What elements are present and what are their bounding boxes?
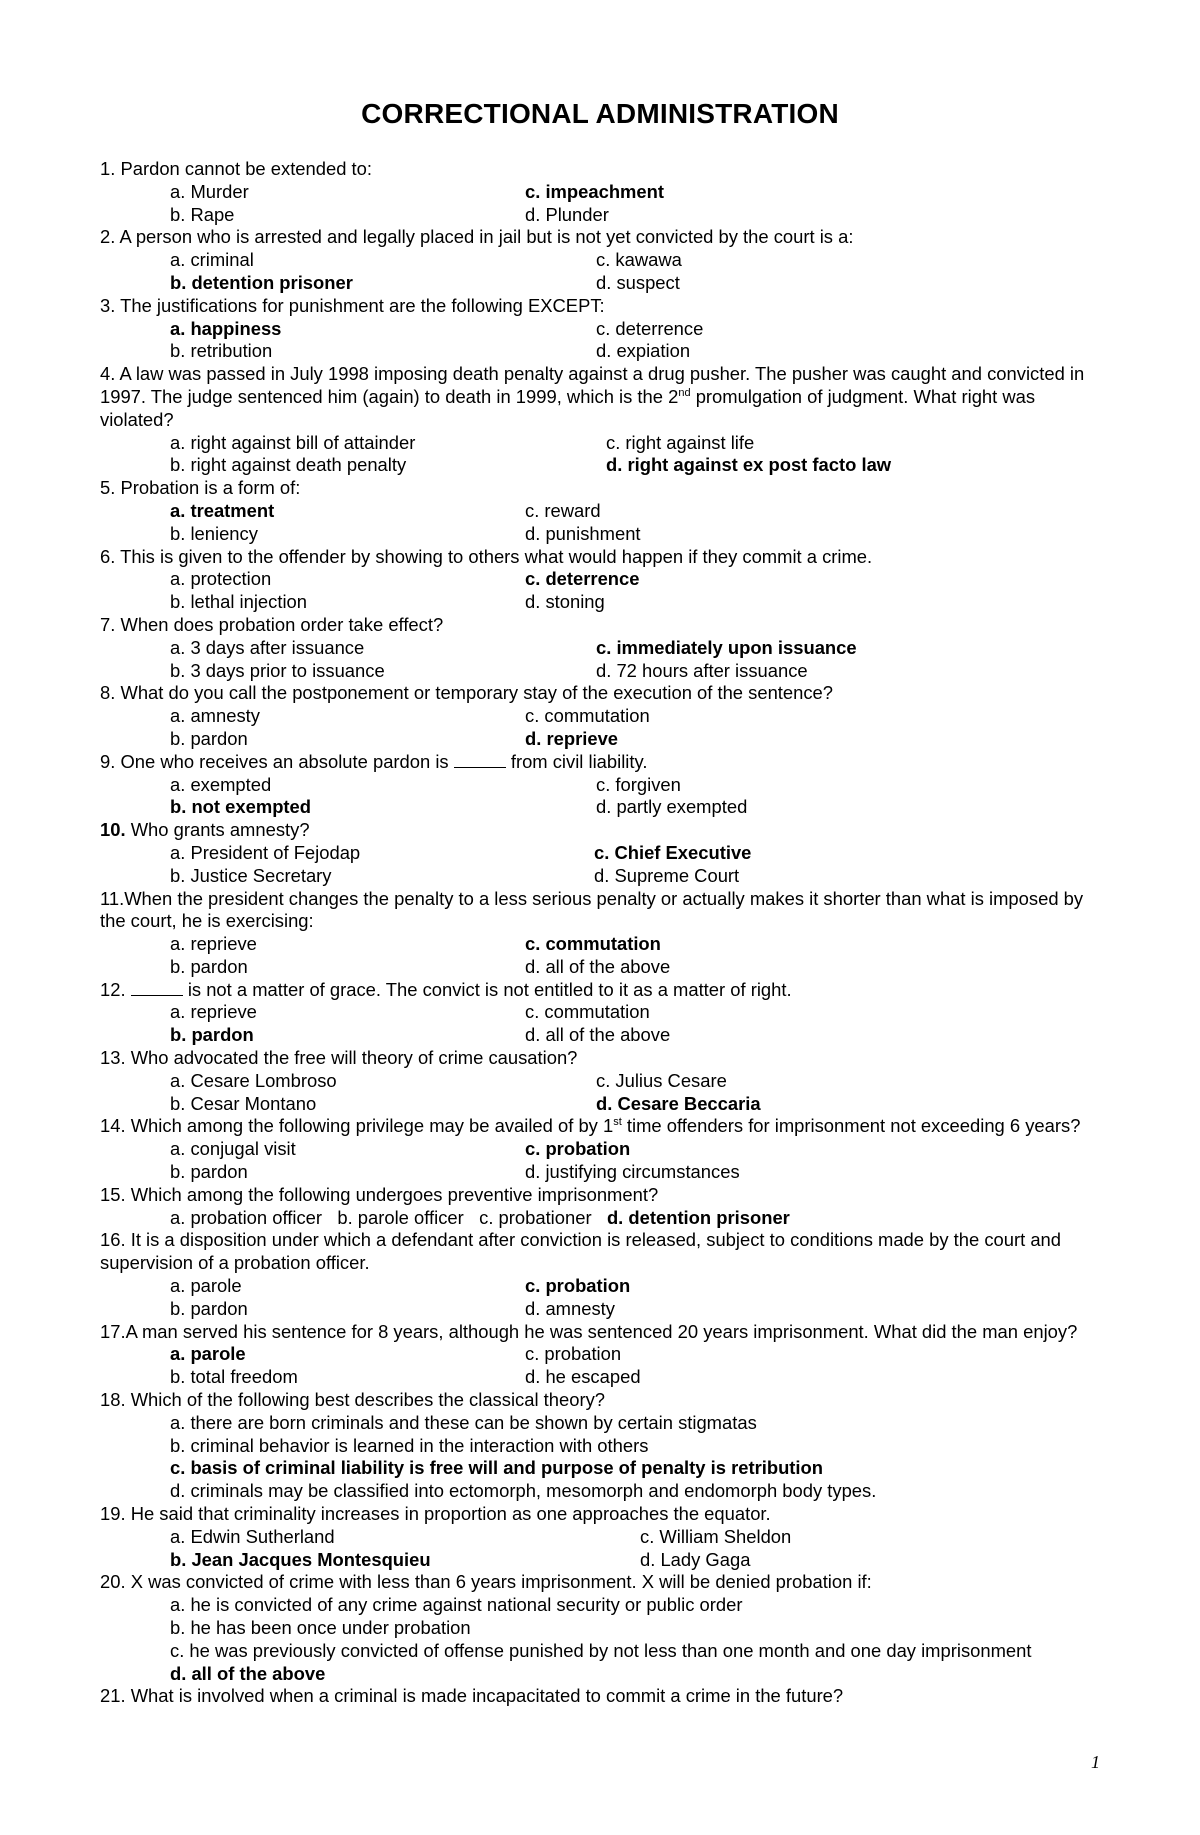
- answer-blank: [131, 981, 183, 996]
- option-a: a. probation officer: [170, 1206, 322, 1228]
- option-a: a. happiness: [170, 317, 282, 339]
- option-b: b. criminal behavior is learned in the interaction with others: [170, 1434, 649, 1456]
- option-d: d. all of the above: [170, 1662, 326, 1684]
- question-text: Pardon cannot be extended to:: [120, 158, 373, 179]
- ordinal-suffix: st: [613, 1116, 622, 1129]
- question-number: 5.: [100, 477, 116, 499]
- question-number: 13.: [100, 1047, 126, 1069]
- question-text: Which among the following undergoes preventive imprisonment?: [125, 1183, 659, 1205]
- option-a: a. Cesare Lombroso: [170, 1069, 337, 1091]
- option-b: b. detention prisoner: [170, 271, 353, 293]
- option-d: d. he escaped: [525, 1366, 641, 1388]
- question-19: [100, 1503, 1100, 1526]
- option-c: c. probation: [525, 1275, 631, 1297]
- question-16: [100, 1229, 1100, 1275]
- question-number: 1.: [100, 158, 116, 179]
- question-21: [100, 1685, 1100, 1708]
- option-b: b. leniency: [170, 522, 258, 544]
- ordinal-suffix: nd: [678, 386, 691, 399]
- option-d: d. punishment: [525, 522, 641, 544]
- option-d: d. right against ex post facto law: [606, 454, 892, 476]
- option-b: b. pardon: [170, 955, 248, 977]
- option-d: d. detention prisoner: [606, 1206, 790, 1228]
- option-c: c. immediately upon issuance: [596, 636, 857, 658]
- option-d: d. all of the above: [525, 955, 671, 977]
- question-number: 16.: [100, 1229, 126, 1251]
- option-d: d. reprieve: [525, 727, 619, 749]
- option-d: d. Plunder: [525, 203, 609, 225]
- question-4: [100, 363, 1100, 431]
- option-b: b. pardon: [170, 1024, 254, 1046]
- option-c: c. deterrence: [596, 317, 704, 339]
- option-c: c. kawawa: [596, 249, 682, 271]
- question-11: [100, 888, 1100, 934]
- question-text: Who grants amnesty?: [125, 819, 310, 841]
- question-text: A person who is arrested and legally placed in jail but is not yet convicted by the court is a:: [119, 226, 854, 248]
- option-b: b. 3 days prior to issuance: [170, 659, 385, 681]
- question-text-cont: from civil liability.: [505, 750, 648, 772]
- option-c: c. William Sheldon: [640, 1525, 792, 1547]
- question-6: [100, 546, 1100, 569]
- option-c: c. impeachment: [525, 180, 664, 202]
- option-a: a. he is convicted of any crime against national security or public order: [170, 1594, 743, 1616]
- question-9: [100, 751, 1100, 774]
- question-1: [100, 158, 1100, 181]
- option-d: d. partly exempted: [596, 796, 748, 818]
- option-c: c. Chief Executive: [594, 841, 752, 863]
- question-text: The justifications for punishment are the following EXCEPT:: [120, 294, 605, 316]
- question-15: [100, 1184, 1100, 1207]
- question-number: 10.: [100, 819, 126, 841]
- question-text-cont: time offenders for imprisonment not exceeding 6 years?: [621, 1115, 1081, 1137]
- question-text-cont: is not a matter of grace. The convict is not entitled to it as a matter of right.: [182, 978, 792, 1000]
- question-10: [100, 819, 1100, 842]
- page-title: CORRECTIONAL ADMINISTRATION: [361, 98, 839, 129]
- option-a: a. there are born criminals and these can be shown by certain stigmatas: [170, 1411, 757, 1433]
- option-d: d. stoning: [525, 591, 605, 613]
- question-number: 14.: [100, 1115, 126, 1137]
- option-a: a. parole: [170, 1275, 242, 1297]
- question-list: [100, 158, 1100, 1708]
- option-a: a. Murder: [170, 180, 249, 202]
- inline-options: [100, 1207, 1100, 1230]
- page-number: 1: [1091, 1752, 1100, 1772]
- option-c: c. probationer: [479, 1206, 592, 1228]
- question-number: 6.: [100, 545, 116, 567]
- question-text: What do you call the postponement or temporary stay of the execution of the sentence?: [120, 682, 834, 704]
- option-d: d. justifying circumstances: [525, 1161, 740, 1183]
- question-number: 11.: [100, 887, 125, 909]
- question-number: 17.: [100, 1320, 126, 1342]
- option-a: a. protection: [170, 568, 272, 590]
- option-b: b. Rape: [170, 203, 235, 225]
- option-a: a. reprieve: [170, 933, 257, 955]
- option-b: b. Jean Jacques Montesquieu: [170, 1548, 431, 1570]
- question-number: 15.: [100, 1183, 126, 1205]
- question-text: He said that criminality increases in proportion as one approaches the equator.: [125, 1503, 771, 1525]
- question-number: 21.: [100, 1685, 126, 1707]
- option-c: c. right against life: [606, 431, 755, 453]
- question-text: Which of the following best describes the classical theory?: [125, 1389, 605, 1411]
- question-text: What is involved when a criminal is made incapacitated to commit a crime in the future?: [130, 1685, 844, 1707]
- question-text-cont: promulgation of judgment. What right was violated?: [100, 385, 1036, 430]
- option-b: b. lethal injection: [170, 591, 307, 613]
- option-b: b. right against death penalty: [170, 454, 407, 476]
- question-number: 7.: [100, 613, 116, 635]
- question-number: 8.: [100, 682, 116, 704]
- question-number: 2.: [100, 226, 116, 248]
- question-text: It is a disposition under which a defendant after conviction is released, subject to conditions made by the court and supervision of a probation officer.: [100, 1229, 1062, 1274]
- option-a: a. parole: [170, 1343, 246, 1365]
- question-number: 19.: [100, 1503, 126, 1525]
- option-a: a. treatment: [170, 499, 275, 521]
- question-text: Which among the following privilege may be availed of by 1: [130, 1115, 614, 1137]
- option-b: b. parole officer: [337, 1206, 464, 1228]
- option-c: c. commutation: [525, 705, 650, 727]
- option-a: a. exempted: [170, 773, 272, 795]
- question-number: 3.: [100, 294, 116, 316]
- option-a: a. criminal: [170, 249, 254, 271]
- answer-blank: [454, 753, 506, 768]
- option-c: c. basis of criminal liability is free will and purpose of penalty is retribution: [170, 1457, 824, 1479]
- option-c: c. deterrence: [525, 568, 640, 590]
- option-d: d. Supreme Court: [594, 864, 740, 886]
- question-7: [100, 614, 1100, 637]
- option-b: b. pardon: [170, 727, 248, 749]
- option-c: c. Julius Cesare: [596, 1069, 727, 1091]
- option-d: d. expiation: [596, 340, 691, 362]
- option-b: b. retribution: [170, 340, 273, 362]
- question-text: X was convicted of crime with less than 6 years imprisonment. X will be denied probation if:: [125, 1571, 872, 1593]
- question-text: Probation is a form of:: [120, 477, 301, 499]
- option-a: a. 3 days after issuance: [170, 636, 365, 658]
- option-b: b. Cesar Montano: [170, 1092, 317, 1114]
- question-number: 12.: [100, 978, 126, 1000]
- question-2: [100, 226, 1100, 249]
- question-text: A man served his sentence for 8 years, although he was sentenced 20 years imprisonment. What did the man enjoy?: [125, 1320, 1078, 1342]
- question-text: When the president changes the penalty to a less serious penalty or actually makes it shorter than what is imposed by the court, he is exercising:: [100, 887, 1084, 932]
- option-d: d. suspect: [596, 271, 680, 293]
- question-number: 9.: [100, 750, 116, 772]
- option-c: c. probation: [525, 1138, 631, 1160]
- question-number: 20.: [100, 1571, 126, 1593]
- question-18: [100, 1389, 1100, 1412]
- option-a: a. amnesty: [170, 705, 260, 727]
- option-d: d. all of the above: [525, 1024, 671, 1046]
- option-c: c. he was previously convicted of offense punished by not less than one month and one day imprisonment: [170, 1639, 1032, 1661]
- option-a: a. reprieve: [170, 1001, 257, 1023]
- option-d: d. Cesare Beccaria: [596, 1092, 761, 1114]
- option-d: d. 72 hours after issuance: [596, 659, 808, 681]
- option-b: b. he has been once under probation: [170, 1617, 471, 1638]
- question-8: [100, 682, 1100, 705]
- question-5: [100, 477, 1100, 500]
- option-a: a. conjugal visit: [170, 1138, 296, 1160]
- question-text: One who receives an absolute pardon is: [115, 750, 454, 772]
- question-text: When does probation order take effect?: [120, 613, 444, 635]
- question-14: [100, 1115, 1100, 1138]
- question-text: A law was passed in July 1998 imposing death penalty against a drug pusher. The pusher was caught and convicted in 1997. The judge sentenced him (again) to death in 1999, which is the 2: [100, 363, 1085, 407]
- option-b: b. Justice Secretary: [170, 864, 332, 886]
- option-b: b. not exempted: [170, 796, 312, 818]
- question-number: 18.: [100, 1389, 126, 1411]
- option-d: d. amnesty: [525, 1297, 615, 1319]
- question-17: [100, 1321, 1100, 1344]
- option-d: d. Lady Gaga: [640, 1548, 751, 1570]
- question-20: [100, 1571, 1100, 1594]
- option-c: c. commutation: [525, 1001, 650, 1023]
- option-c: c. commutation: [525, 933, 661, 955]
- option-a: a. President of Fejodap: [170, 841, 361, 863]
- question-13: [100, 1047, 1100, 1070]
- question-text: This is given to the offender by showing to others what would happen if they commit a crime.: [120, 545, 873, 567]
- question-text: Who advocated the free will theory of crime causation?: [130, 1047, 578, 1069]
- option-d: d. criminals may be classified into ectomorph, mesomorph and endomorph body types.: [170, 1480, 877, 1502]
- option-b: b. pardon: [170, 1297, 248, 1319]
- option-a: a. right against bill of attainder: [170, 431, 416, 453]
- question-3: [100, 295, 1100, 318]
- option-b: b. pardon: [170, 1161, 248, 1183]
- option-c: c. forgiven: [596, 773, 681, 795]
- option-b: b. total freedom: [170, 1366, 298, 1388]
- option-a: a. Edwin Sutherland: [170, 1525, 335, 1547]
- option-c: c. probation: [525, 1343, 622, 1365]
- question-number: 4.: [100, 363, 116, 385]
- option-c: c. reward: [525, 499, 601, 521]
- question-12: [100, 979, 1100, 1002]
